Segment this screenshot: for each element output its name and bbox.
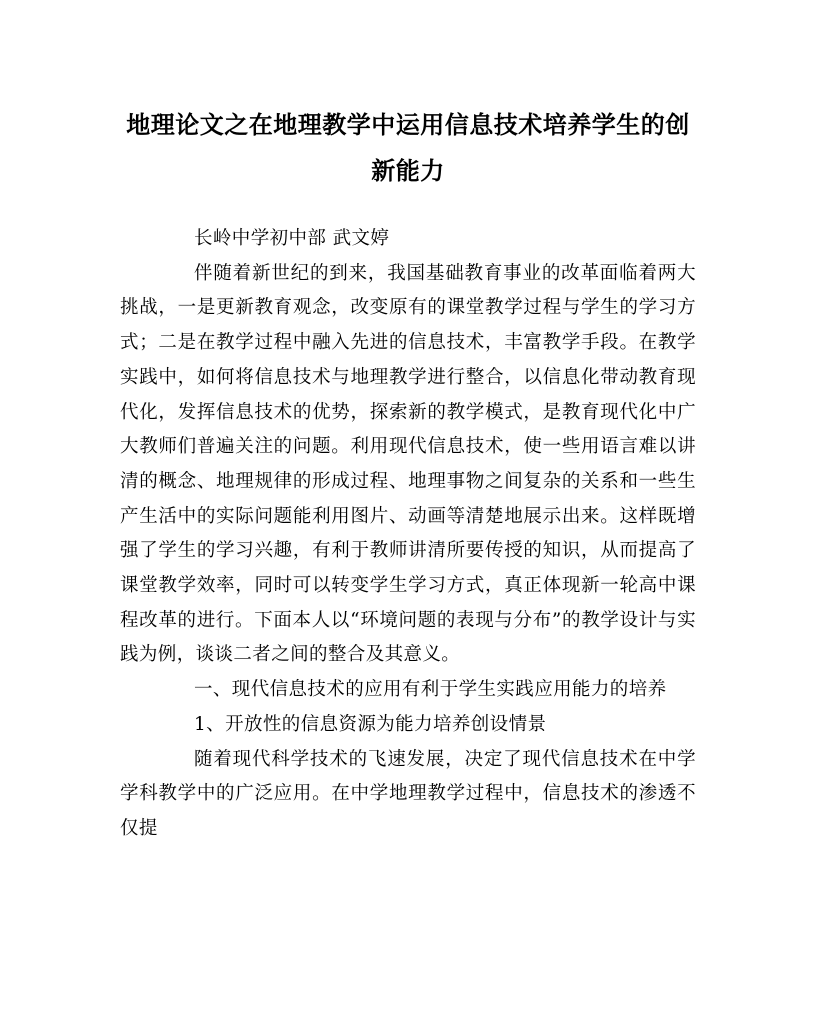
- subsection-heading: 1、开放性的信息资源为能力培养创设情景: [194, 713, 547, 735]
- intro-paragraph: 伴随着新世纪的到来，我国基础教育事业的改革面临着两大挑战，一是更新教育观念，改变原有的课堂教学过程与学生的学习方式；二是在教学过程中融入先进的信息技术，丰富教学手段。在教学实践中，如何将信息技术与地理教学进行整合，以信息化带动教育现代化，发挥信息技术的优势，探索新的教学模式，是教育现代化中广大教师们普遍关注的问题。利用现代信息技术，使一些用语言难以讲清的概念、地理规律的形成过程、地理事物之间复杂的关系和一些生产生活中的实际问题能利用图片、动画等清楚地展示出来。这样既增强了学生的学习兴趣，有利于教师讲清所要传授的知识，从而提高了课堂教学效率，同时可以转变学生学习方式，真正体现新一轮高中课程改革的进行。下面本人以“环境问题的表现与分布”的教学设计与实践为例，谈谈二者之间的整合及其意义。: [120, 262, 696, 666]
- document-title: 地理论文之在地理教学中运用信息技术培养学生的创新能力: [126, 110, 690, 185]
- section-heading: 一、现代信息技术的应用有利于学生实践应用能力的培养: [194, 679, 667, 701]
- author-line: 长岭中学初中部 武文婷: [194, 228, 390, 249]
- document-body: [120, 222, 696, 847]
- section-paragraph: 随着现代科学技术的飞速发展，决定了现代信息技术在中学学科教学中的广泛应用。在中学地理教学过程中，信息技术的渗透不仅提: [120, 748, 696, 839]
